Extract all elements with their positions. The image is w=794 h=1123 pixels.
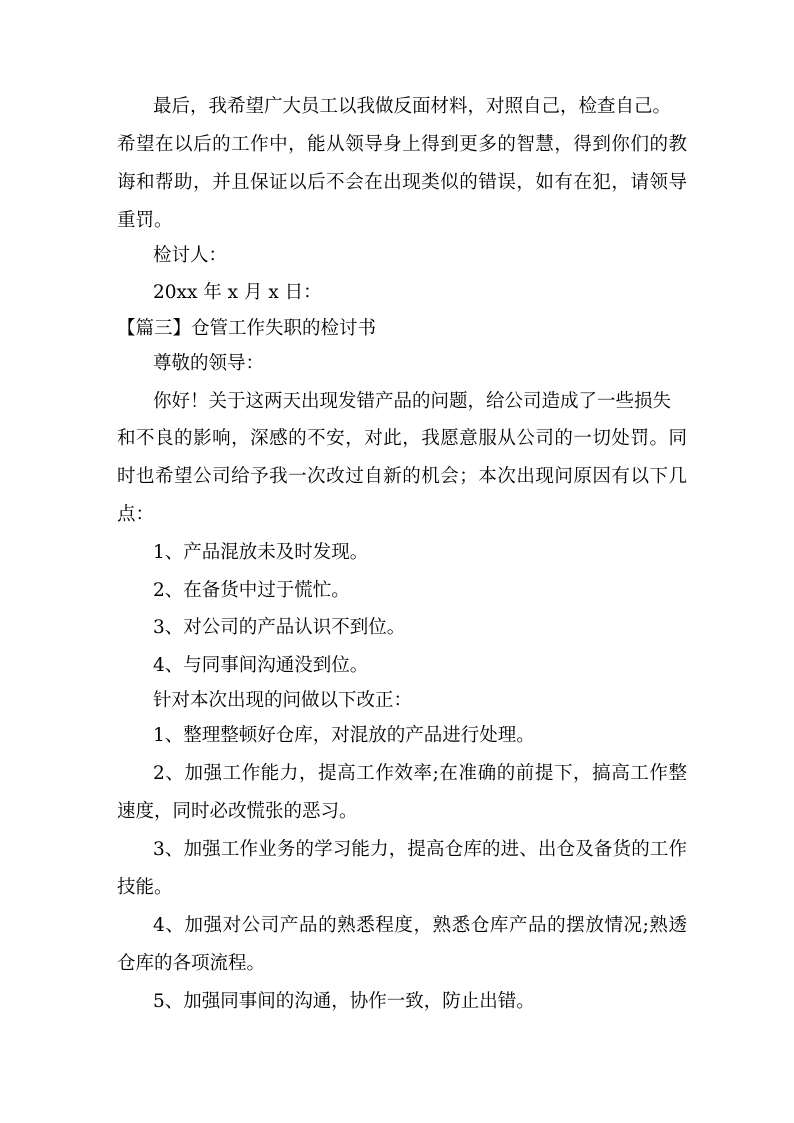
list-item: 2、加强工作能力，提高工作效率;在准确的前提下，搞高工作整 (153, 763, 687, 784)
list-item: 1、整理整顿好仓库，对混放的产品进行处理。 (153, 725, 535, 746)
list-item: 2、在备货中过于慌忙。 (153, 580, 350, 601)
list-item: 4、加强对公司产品的熟悉程度，熟悉仓库产品的摆放情况;熟透 (153, 915, 687, 936)
paragraph-line: 时也希望公司给予我一次改过自新的机会；本次出现问原因有以下几 (117, 466, 687, 487)
date-line: 20xx 年 x 月 x 日： (153, 282, 322, 303)
list-item: 4、与同事间沟通没到位。 (153, 655, 369, 676)
paragraph-line: 点： (117, 504, 155, 525)
paragraph-line: 重罚。 (117, 210, 173, 231)
list-item-continued: 技能。 (117, 877, 173, 898)
list-item: 3、对公司的产品认识不到位。 (153, 617, 406, 638)
paragraph-line: 诲和帮助，并且保证以后不会在出现类似的错误，如有在犯，请领导 (117, 172, 687, 193)
list-item: 3、加强工作业务的学习能力，提高仓库的进、出仓及备货的工作 (153, 839, 687, 860)
list-item: 5、加强同事间的沟通，协作一致，防止出错。 (153, 991, 535, 1012)
list-item: 1、产品混放未及时发现。 (153, 542, 369, 563)
paragraph-line: 你好！关于这两天出现发错产品的问题，给公司造成了一些损失 (153, 391, 672, 412)
list-item-continued: 仓库的各项流程。 (117, 953, 266, 974)
paragraph-line: 最后，我希望广大员工以我做反面材料，对照自己，检查自己。 (153, 96, 672, 117)
paragraph-line: 希望在以后的工作中，能从领导身上得到更多的智慧，得到你们的教 (117, 134, 687, 155)
paragraph-line: 和不良的影响，深感的不安，对此，我愿意服从公司的一切处罚。同 (117, 428, 687, 449)
paragraph-line: 针对本次出现的问做以下改正： (153, 690, 413, 711)
signer-label: 检讨人： (153, 245, 228, 266)
section-heading: 【篇三】仓管工作失职的检讨书 (117, 318, 377, 339)
salutation: 尊敬的领导： (153, 353, 265, 374)
list-item-continued: 速度，同时必改慌张的恶习。 (117, 801, 358, 822)
